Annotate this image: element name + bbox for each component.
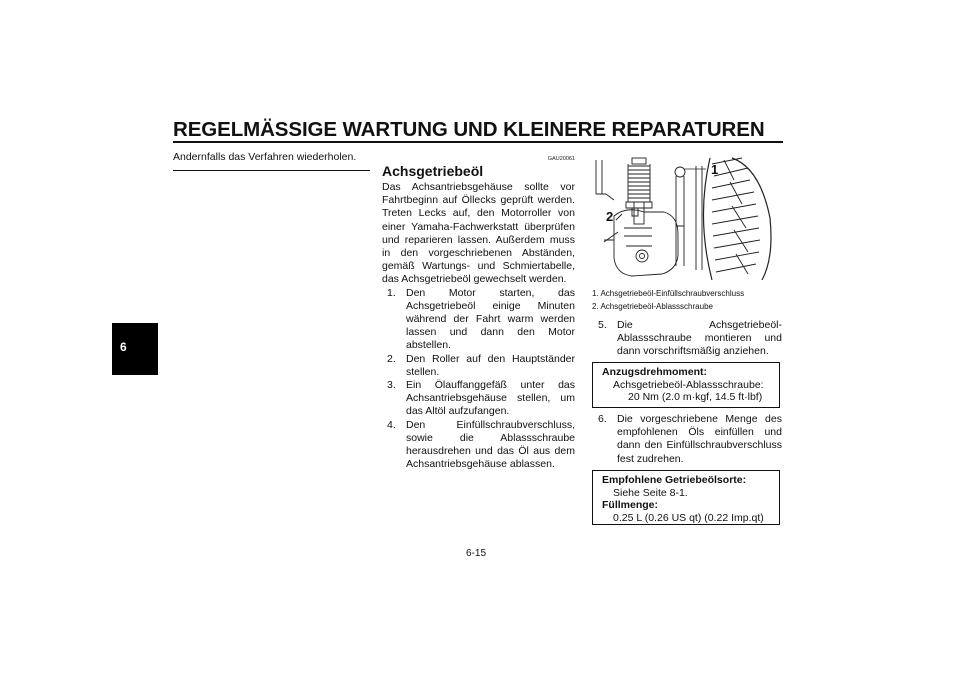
step-text: Die Achsgetriebeöl-Ablassschraube montieren und dann vorschriftsmäßig anziehen. <box>617 319 782 358</box>
caption-item: 2. Achsgetriebeöl-Ablassschraube <box>592 301 713 311</box>
list-item <box>387 287 575 353</box>
section-end-rule <box>173 170 370 171</box>
spec-value: 0.25 L (0.26 US qt) (0.22 Imp.qt) <box>613 511 764 524</box>
step-number: 3. <box>387 379 396 392</box>
step-list <box>387 287 575 472</box>
spec-value: Siehe Seite 8-1. <box>613 486 688 499</box>
chapter-tab-number: 6 <box>120 340 127 354</box>
list-item <box>387 379 575 419</box>
list-item <box>598 413 782 466</box>
page-number: 6-15 <box>466 548 487 559</box>
spec-label: Anzugsdrehmoment: <box>602 366 707 378</box>
step-text: Den Roller auf den Hauptständer stellen. <box>406 352 575 378</box>
step-text: Ein Ölauffanggefäß unter das Achsantriebsgehäuse stellen, um das Altöl aufzufangen. <box>406 379 575 418</box>
step-5 <box>592 319 782 359</box>
spec-label: Empfohlene Getriebeölsorte: <box>602 474 747 486</box>
step-text: Den Motor starten, das Achsgetriebeöl einige Minuten während der Fahrt warm werden lassen und dann den Motor abstellen. <box>406 286 575 352</box>
section-heading: Achsgetriebeöl <box>382 163 484 179</box>
section-code: GAU20061 <box>547 156 575 162</box>
title-rule <box>173 141 783 143</box>
step-text: Den Einfüllschraubverschluss, sowie die Ablassschraube herausdrehen und das Öl aus dem Achsantriebsgehäuse ablassen. <box>406 418 575 471</box>
chapter-tab[interactable] <box>112 323 158 375</box>
page-title: REGELMÄSSIGE WARTUNG UND KLEINERE REPARATUREN <box>173 118 765 141</box>
spec-label: Füllmenge: <box>602 499 659 512</box>
list-item <box>387 419 575 472</box>
caption-item: 1. Achsgetriebeöl-Einfüllschraubverschluss <box>592 289 745 298</box>
step-6 <box>592 413 782 466</box>
intro-paragraph: Das Achsantriebsgehäuse sollte vor Fahrtbeginn auf Öllecks geprüft werden. Treten Lecks auf, den Motorroller von einer Yamaha-Fachwerkstatt überprüfen und reparieren lassen. Außerdem muss in den vorgeschriebenen Abständen, gemäß Wartungs- und Schmiertabelle, das Achsgetriebeöl gewechselt werden. <box>382 181 575 286</box>
oil-spec-box <box>592 470 780 525</box>
list-item <box>598 319 782 359</box>
step-number: 1. <box>387 286 396 299</box>
spec-value: 20 Nm (2.0 m·kgf, 14.5 ft·lbf) <box>628 391 763 404</box>
figure-caption <box>592 288 782 313</box>
spec-item: Achsgetriebeöl-Ablassschraube: <box>613 378 764 391</box>
section-final-drive-oil <box>382 156 575 471</box>
step-number: 5. <box>598 319 607 331</box>
step-number: 4. <box>387 418 396 431</box>
step-number: 6. <box>598 413 607 425</box>
continued-text: Andernfalls das Verfahren wiederholen. <box>173 151 357 163</box>
list-item <box>387 353 575 379</box>
torque-spec-box <box>592 362 780 408</box>
step-text: Die vorgeschriebene Menge des empfohlenen Öls einfüllen und dann den Einfüllschraubverschluss fest zudrehen. <box>617 413 782 465</box>
callout-2: 2 <box>606 209 614 224</box>
callout-1: 1 <box>711 162 719 177</box>
final-drive-illustration <box>592 156 780 282</box>
step-number: 2. <box>387 352 396 365</box>
